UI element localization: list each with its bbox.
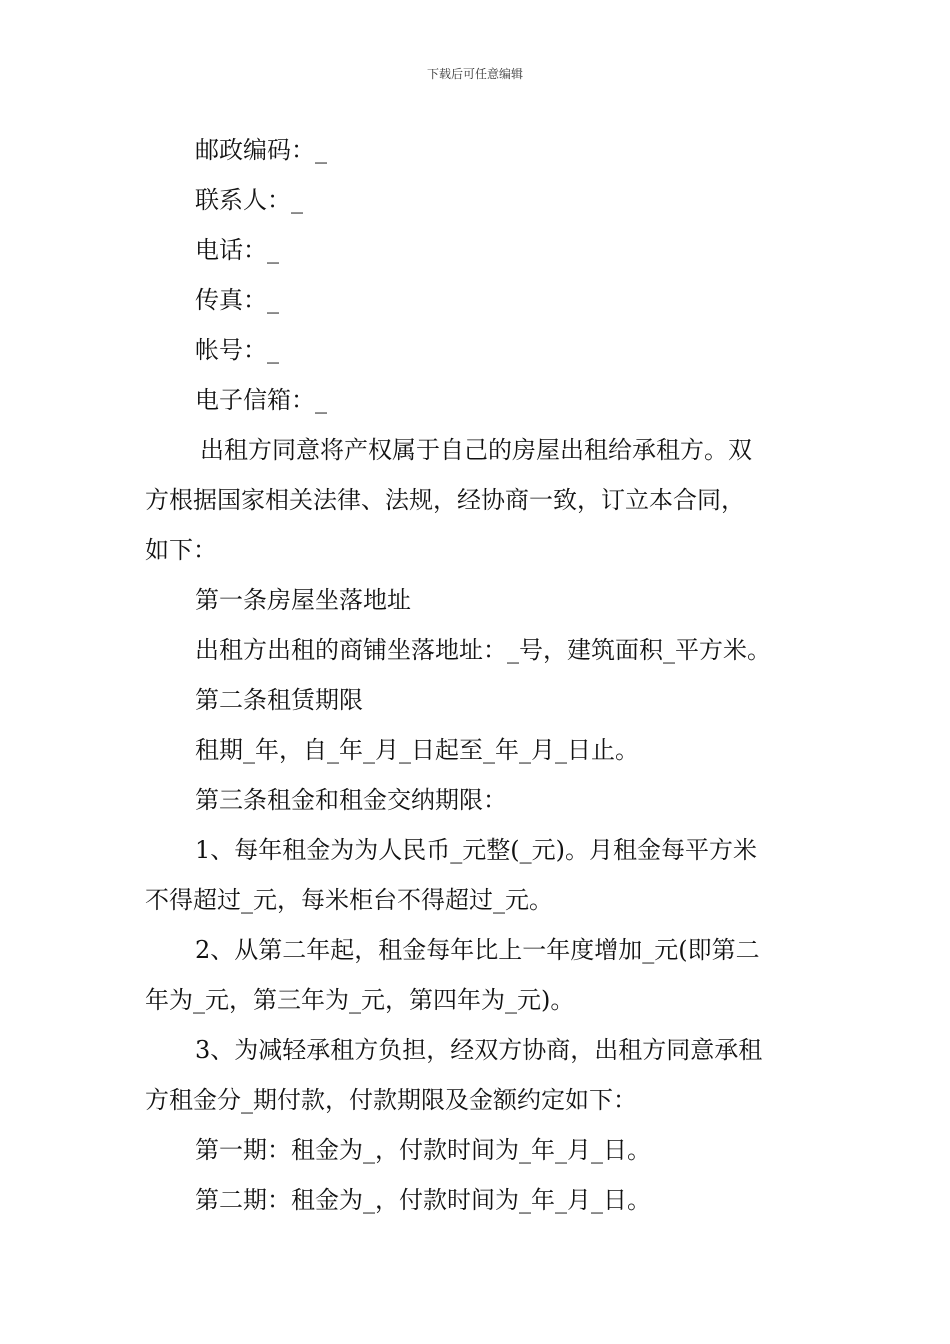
fax-line: 传真：_ [195,286,279,314]
article-3-item-2-line-2: 年为_元，第三年为_元，第四年为_元)。 [145,986,575,1014]
article-2-body: 租期_年，自_年_月_日起至_年_月_日止。 [195,736,639,764]
email-line: 电子信箱：_ [195,386,327,414]
article-1-body: 出租方出租的商铺坐落地址：_号，建筑面积_平方米。 [195,636,771,664]
article-2-heading: 第二条租赁期限 [195,686,363,714]
intro-paragraph-line-2: 方根据国家相关法律、法规，经协商一致，订立本合同， [145,486,745,514]
phone-line: 电话：_ [195,236,279,264]
page-header: 下载后可任意编辑 [426,67,523,81]
installment-2-line: 第二期：租金为_，付款时间为_年_月_日。 [195,1186,651,1214]
intro-paragraph-line-3: 如下： [145,536,217,564]
article-3-heading: 第三条租金和租金交纳期限： [195,786,507,814]
contact-person-line: 联系人：_ [195,186,303,214]
article-3-item-1-line-2: 不得超过_元，每米柜台不得超过_元。 [145,886,553,914]
intro-paragraph-line-1: 出租方同意将产权属于自己的房屋出租给承租方。双 [200,436,752,464]
article-1-heading: 第一条房屋坐落地址 [195,586,411,614]
article-3-item-3-line-1: 3、为减轻承租方负担，经双方协商，出租方同意承租 [195,1036,763,1064]
article-3-item-1-line-1: 1、每年租金为为人民币_元整(_元)。月租金每平方米 [195,836,757,864]
installment-1-line: 第一期：租金为_，付款时间为_年_月_日。 [195,1136,651,1164]
article-3-item-3-line-2: 方租金分_期付款，付款期限及金额约定如下： [145,1086,637,1114]
article-3-item-2-line-1: 2、从第二年起，租金每年比上一年度增加_元(即第二 [195,936,760,964]
account-line: 帐号：_ [195,336,279,364]
postal-code-line: 邮政编码：_ [195,136,327,164]
